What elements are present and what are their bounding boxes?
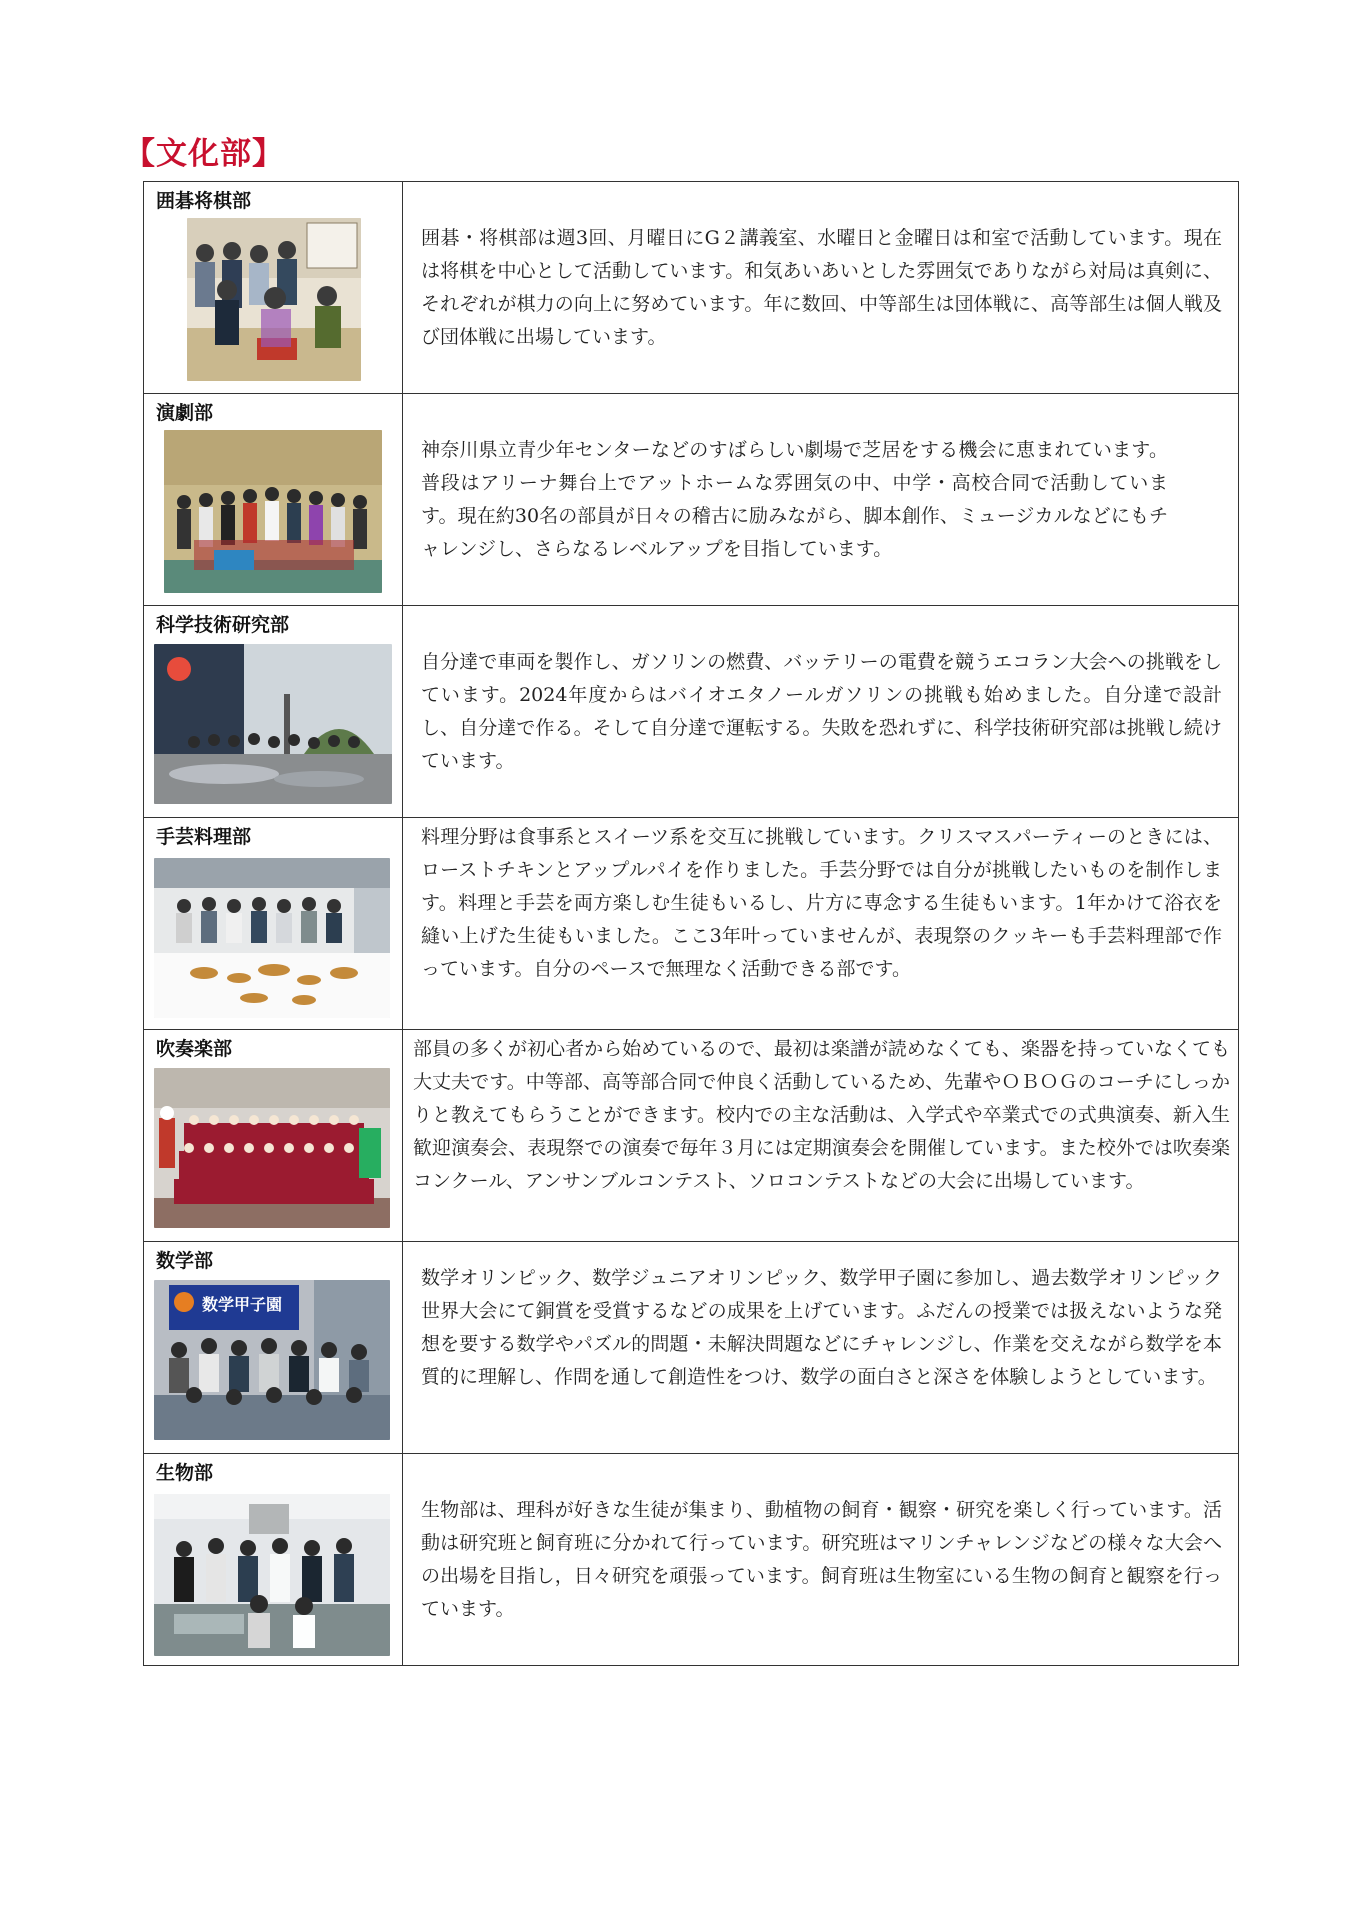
club-cell-right (403, 1242, 1239, 1454)
club-name: 生物部 (156, 1462, 214, 1484)
club-row (144, 1454, 1239, 1666)
club-cell-left (144, 818, 403, 1030)
club-cell-right (403, 606, 1239, 818)
club-cell-left (144, 1242, 403, 1454)
club-cell-right (403, 394, 1239, 606)
club-row (144, 818, 1239, 1030)
club-cell-right (403, 182, 1239, 394)
go-shogi-club-photo (187, 218, 361, 381)
brass-band-club-photo (154, 1068, 390, 1228)
club-name: 数学部 (156, 1250, 214, 1272)
club-cell-left (144, 394, 403, 606)
club-cell-right (403, 1030, 1239, 1242)
club-description: 生物部は、理科が好きな生徒が集まり、動植物の飼育・観察・研究を楽しく行っています。活動は研究班と飼育班に分かれて行っています。研究班はマリンチャレンジなどの様々な大会への出場を目指し，日々研究を頑張っています。飼育班は生物室にいる生物の飼育と観察を行っています。 (421, 1499, 1222, 1620)
crafts-cooking-club-photo (154, 858, 390, 1018)
club-cell-right (403, 1454, 1239, 1666)
club-name: 手芸料理部 (156, 826, 252, 848)
club-description: 自分達で車両を製作し、ガソリンの燃費、バッテリーの電費を競うエコラン大会への挑戦をしています。2024年度からはバイオエタノールガソリンの挑戦も始めました。自分達で設計し、自分達で作る。そして自分達で運転する。失敗を恐れずに、科学技術研究部は挑戦し続けています。 (421, 651, 1222, 772)
section-title: 【文化部】 (124, 136, 284, 172)
math-banner-text: 数学甲子園 (202, 1295, 283, 1314)
club-description: 囲碁・将棋部は週3回、月曜日にG２講義室、水曜日と金曜日は和室で活動しています。現在は将棋を中心として活動しています。和気あいあいとした雰囲気でありながら対局は真剣に、それぞれが棋力の向上に努めています。年に数回、中等部生は団体戦に、高等部生は個人戦及び団体戦に出場しています。 (421, 227, 1222, 348)
drama-club-photo (164, 430, 382, 593)
club-cell-left (144, 1030, 403, 1242)
math-club-photo (154, 1280, 390, 1440)
club-description: 料理分野は食事系とスイーツ系を交互に挑戦しています。クリスマスパーティーのときには、ローストチキンとアップルパイを作りました。手芸分野では自分が挑戦したいものを制作します。料理と手芸を両方楽しむ生徒もいるし、片方に専念する生徒もいます。1年かけて浴衣を縫い上げた生徒もいました。ここ3年叶っていませんが、表現祭のクッキーも手芸料理部で作っています。自分のペースで無理なく活動できる部です。 (421, 826, 1223, 980)
club-cell-left (144, 1454, 403, 1666)
club-table (143, 181, 1239, 1666)
club-name: 科学技術研究部 (156, 614, 290, 636)
club-name: 演劇部 (156, 402, 214, 424)
club-name: 囲碁将棋部 (156, 190, 252, 212)
club-row (144, 394, 1239, 606)
club-row (144, 606, 1239, 818)
club-row (144, 182, 1239, 394)
club-cell-right (403, 818, 1239, 1030)
club-row (144, 1242, 1239, 1454)
biology-club-photo (154, 1494, 390, 1656)
science-tech-club-photo (154, 644, 392, 804)
club-cell-left (144, 182, 403, 394)
club-description: 部員の多くが初心者から始めているので、最初は楽譜が読めなくても、楽器を持っていなくても大丈夫です。中等部、高等部合同で仲良く活動しているため、先輩やＯＢＯＧのコーチにしっかりと教えてもらうことができます。校内での主な活動は、入学式や卒業式での式典演奏、新入生歓迎演奏会、表現祭での演奏で毎年３月には定期演奏会を開催しています。また校外では吹奏楽コンクール、アンサンブルコンテスト、ソロコンテストなどの大会に出場しています。 (413, 1038, 1230, 1192)
club-name: 吹奏楽部 (156, 1038, 233, 1060)
club-row (144, 1030, 1239, 1242)
club-description: 神奈川県立青少年センターなどのすばらしい劇場で芝居をする機会に恵まれています。普段はアリーナ舞台上でアットホームな雰囲気の中、中学・高校合同で活動しています。現在約30名の部員が日々の稽古に励みながら、脚本創作、ミュージカルなどにもチャレンジし、さらなるレベルアップを目指しています。 (421, 439, 1168, 560)
club-cell-left (144, 606, 403, 818)
club-description: 数学オリンピック、数学ジュニアオリンピック、数学甲子園に参加し、過去数学オリンピック世界大会にて銅賞を受賞するなどの成果を上げています。ふだんの授業では扱えないような発想を要する数学やパズル的問題・未解決問題などにチャレンジし、作業を交えながら数学を本質的に理解し、作問を通して創造性をつけ、数学の面白さと深さを体験しようとしています。 (421, 1267, 1222, 1388)
